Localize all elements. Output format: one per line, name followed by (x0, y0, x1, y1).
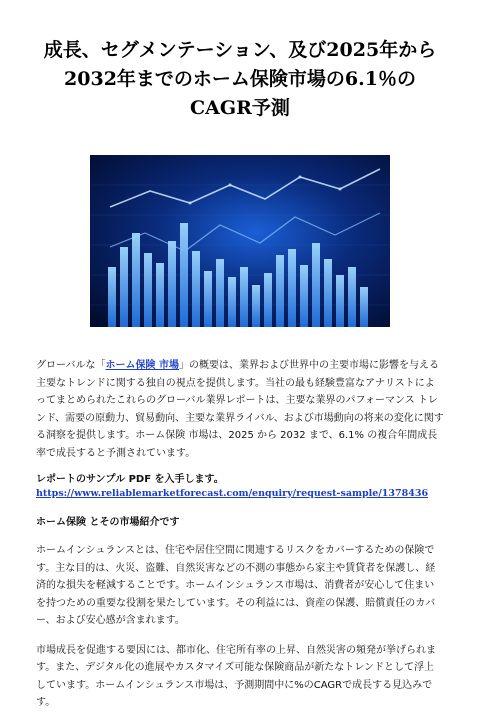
sample-heading: レポートのサンプル PDF を入手します。 (36, 474, 224, 485)
body-paragraph-1: ホームインシュランスとは、住宅や居住空間に関連するリスクをカバーするための保険です。主な目的は、火災、盗難、自然災害などの不測の事態から家主や賃貸者を保護し、経済的な損失を軽減することです。ホームインシュランス市場は、消費者が安心して住まいを持つための重要な役割を果たしています。その利益には、資産の保護、賠償責任のカバー、および安心感が含まれます。 (36, 545, 436, 626)
section-heading: ホーム保険 とその市場紹介です (36, 517, 180, 528)
page-title: 成長、セグメンテーション、及び2025年から2032年までのホーム保険市場の6.1％のCAGR予測 (43, 39, 437, 119)
intro-paragraph (36, 357, 444, 462)
market-link[interactable]: ホーム保険 市場 (105, 360, 179, 371)
intro-text-before: グローバルな「 (36, 360, 106, 371)
body-paragraph-2: 市場成長を促進する要因には、都市化、住宅所有率の上昇、自然災害の頻発が挙げられます。また、デジタル化の進展やカスタマイズ可能な保険商品が新たなトレンドとして浮上しています。ホームインシュランス市場は、予測期間中に%のCAGRで成長する見込みです。 (36, 644, 436, 708)
intro-text-after: 」の概要は、業界および世界中の主要市場に影響を与える主要なトレンドに関する独自の視点を提供します。当社の最も経験豊富なアナリストによってまとめられたこれらのグローバル業界レポートは、主要な業界のパフォーマンス トレンド、需要の原動力、貿易動向、主要な業界ライバル、および市場動向の将来の変化に関する洞察を提供します。ホーム保険 市場は、2025 から 2032 まで、6.1% の複合年間成長率で成長すると予測されています。 (36, 360, 444, 459)
sample-request-link[interactable]: https://www.reliablemarketforecast.com/enquiry/request-sample/1378436 (36, 488, 429, 499)
hero-bar-chart-illustration (90, 155, 390, 327)
